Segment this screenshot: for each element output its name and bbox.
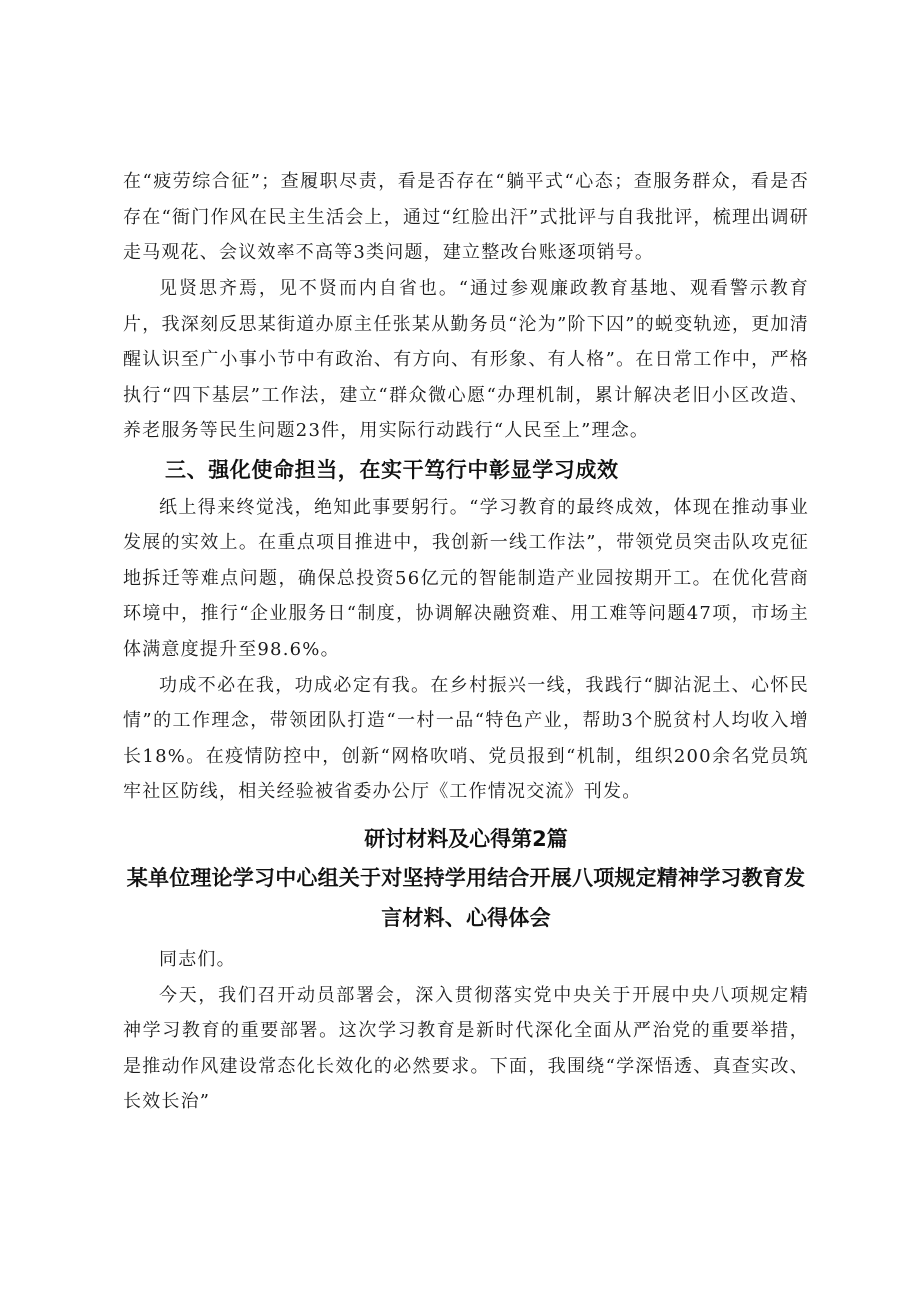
paragraph-self-reflection: 见贤思齐焉，见不贤而内自省也。“通过参观廉政教育基地、观看警示教育片，我深刻反思某街道办原主任张某从勤务员“沦为”阶下囚”的蜕变轨迹，更加清醒认识至广小事小节中有政治、有方向、有形象、有人格”。在日常工作中，严格执行“四下基层”工作法，建立“群众微心愿“办理机制，累计解决老旧小区改造、养老服务等民生问题23件，用实际行动践行“人民至上”理念。 (123, 278, 809, 441)
section-heading-3: 三、强化使命担当，在实干笃行中彰显学习成效 (165, 457, 619, 482)
salutation: 同志们。 (159, 948, 236, 970)
paragraph-practice: 纸上得来终觉浅，绝知此事要躬行。“学习教育的最终成效，体现在推动事业发展的实效上。在重点项目推进中，我创新一线工作法”，带领党员突击队攻克征地拆迁等难点问题，确保总投资56亿元的智能制造产业园按期开工。在优化营商环境中，推行“企业服务日“制度，协调解决融资难、用工难等问题47项，市场主体满意度提升至98.6%。 (123, 496, 809, 660)
document-subtitle: 某单位理论学习中心组关于对坚持学用结合开展八项规定精神学习教育发言材料、心得体会 (126, 865, 806, 930)
paragraph-opening: 今天，我们召开动员部署会，深入贯彻落实党中央关于开展中央八项规定精神学习教育的重要部署。这次学习教育是新时代深化全面从严治党的重要举措，是推动作风建设常态化长效化的必然要求。下面，我围绕“学深悟透、真查实改、长效长治” (123, 984, 809, 1112)
paragraph-continued: 在“疲劳综合征”；查履职尽责，看是否存在“躺平式“心态；查服务群众，看是否存在“衙门作风在民主生活会上，通过“红脸出汗”式批评与自我批评，梳理出调研走马观花、会议效率不高等3类问题，建立整改台账逐项销号。 (123, 171, 809, 263)
document-body (123, 164, 809, 1120)
paragraph-rural-revitalization: 功成不必在我，功成必定有我。在乡村振兴一线，我践行“脚沾泥土、心怀民情”的工作理念，带领团队打造“一村一品“特色产业，帮助3个脱贫村人均收入增长18%。在疫情防控中，创新“网格吹哨、党员报到“机制，组织200余名党员筑牢社区防线，相关经验被省委办公厅《工作情况交流》刊发。 (123, 674, 809, 802)
document-title: 研讨材料及心得第2篇 (364, 826, 568, 851)
